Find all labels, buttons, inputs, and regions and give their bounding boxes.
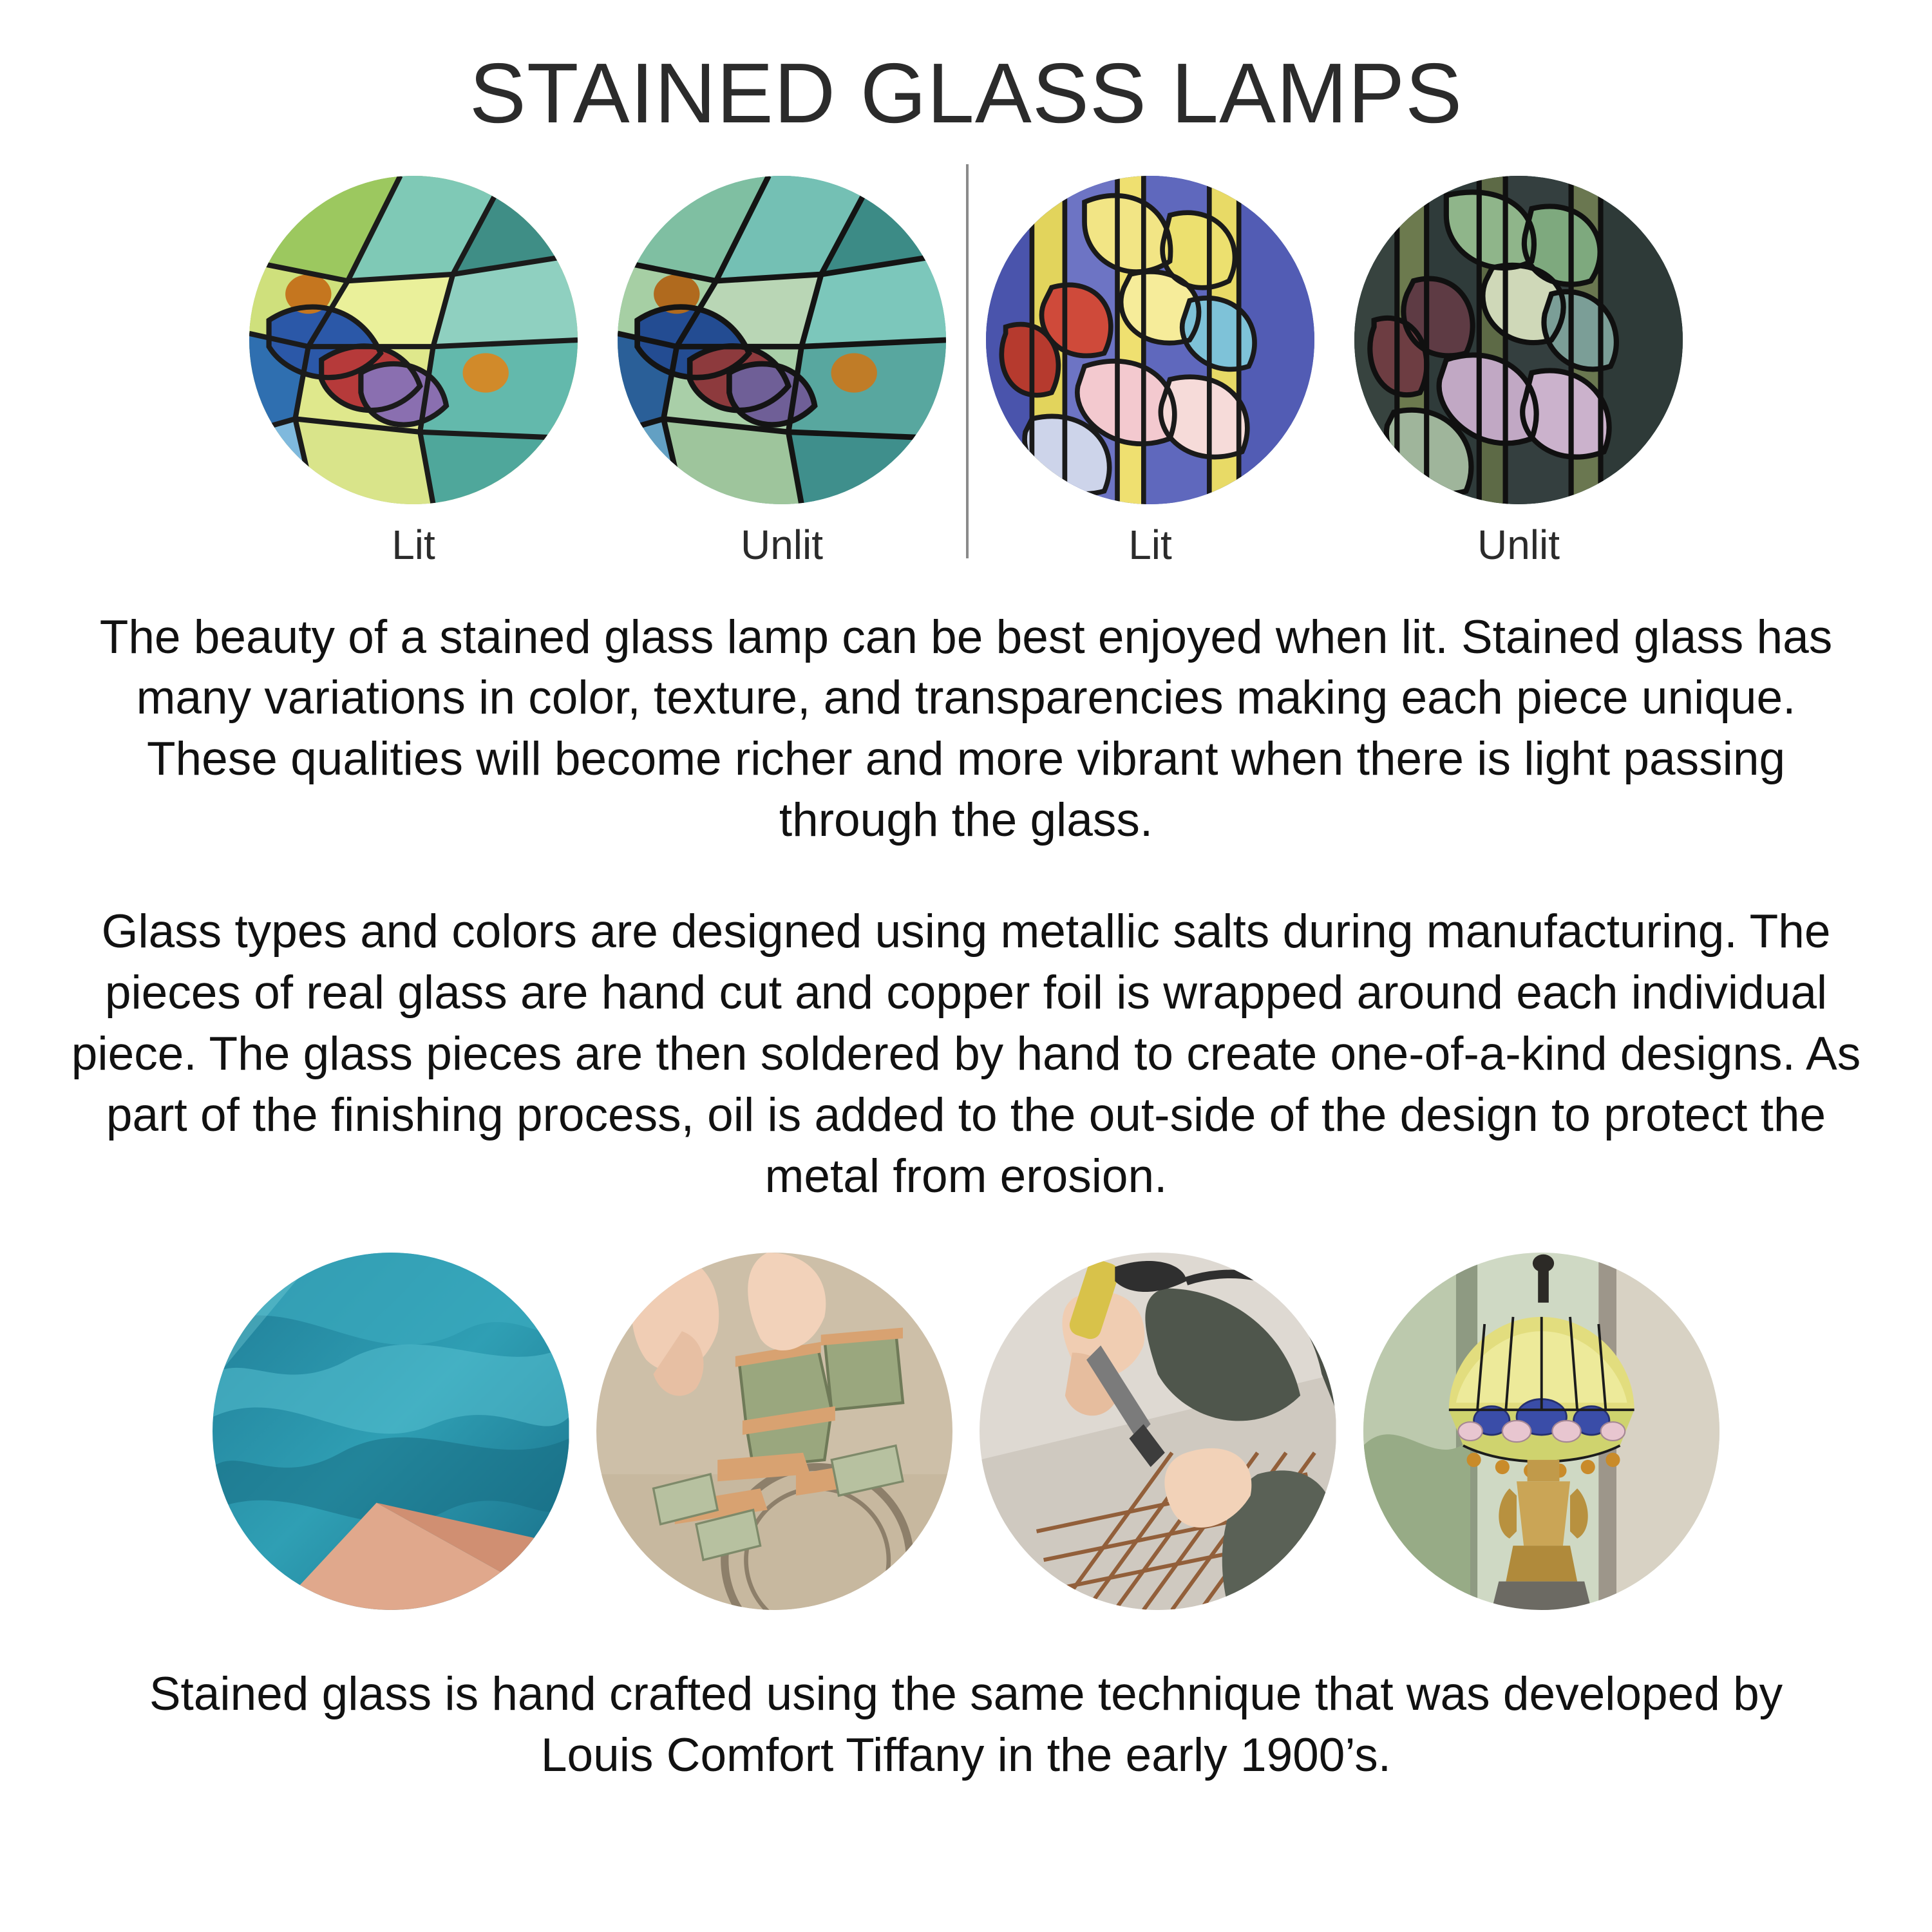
- hand-cut-pieces-photo: [596, 1253, 953, 1610]
- finished-lamp-photo: [1363, 1253, 1720, 1610]
- paragraph-lit-beauty: The beauty of a stained glass lamp can be best enjoyed when lit. Stained glass has many variations in color, texture, and transparencies making each piece unique. These qualities will become richer and more vibrant when there is light passing through the glass.: [99, 611, 1833, 847]
- glass-sample-2-lit-image: [986, 176, 1314, 504]
- glass-sample-1-unlit: [618, 176, 946, 569]
- process-images-section: [0, 1253, 1932, 1610]
- glass-sample-2-unlit-image: [1354, 176, 1683, 504]
- glass-sample-1-lit-image: [249, 176, 578, 504]
- glass-sheet-photo: [213, 1253, 569, 1610]
- glass-sample-1-unlit-label: Unlit: [740, 521, 824, 568]
- glass-sample-2-unlit: [1354, 176, 1683, 569]
- glass-sample-1-unlit-image: [618, 176, 946, 504]
- glass-sample-2-lit-label: Lit: [1128, 521, 1172, 568]
- glass-sample-1-lit-label: Lit: [392, 521, 435, 568]
- glass-sample-2-unlit-label: Unlit: [1477, 521, 1560, 568]
- footer-paragraph-tiffany: Stained glass is hand crafted using the same technique that was developed by Louis Comfort Tiffany in the early 1900’s.: [149, 1667, 1783, 1781]
- soldering-photo: [980, 1253, 1336, 1610]
- glass-sample-1-lit: [249, 176, 578, 569]
- vertical-divider: [966, 164, 969, 558]
- page-title: STAINED GLASS LAMPS: [469, 46, 1463, 140]
- comparison-section: [0, 176, 1932, 588]
- glass-sample-2-lit: [986, 176, 1314, 569]
- paragraph-manufacturing: Glass types and colors are designed using metallic salts during manufacturing. The pieces of real glass are hand cut and copper foil is wrapped around each individual piece. The glass pieces are then soldered by hand to create one-of-a-kind designs. As part of the finishing process, oil is added to the out-side of the design to protect the metal from erosion.: [71, 905, 1861, 1202]
